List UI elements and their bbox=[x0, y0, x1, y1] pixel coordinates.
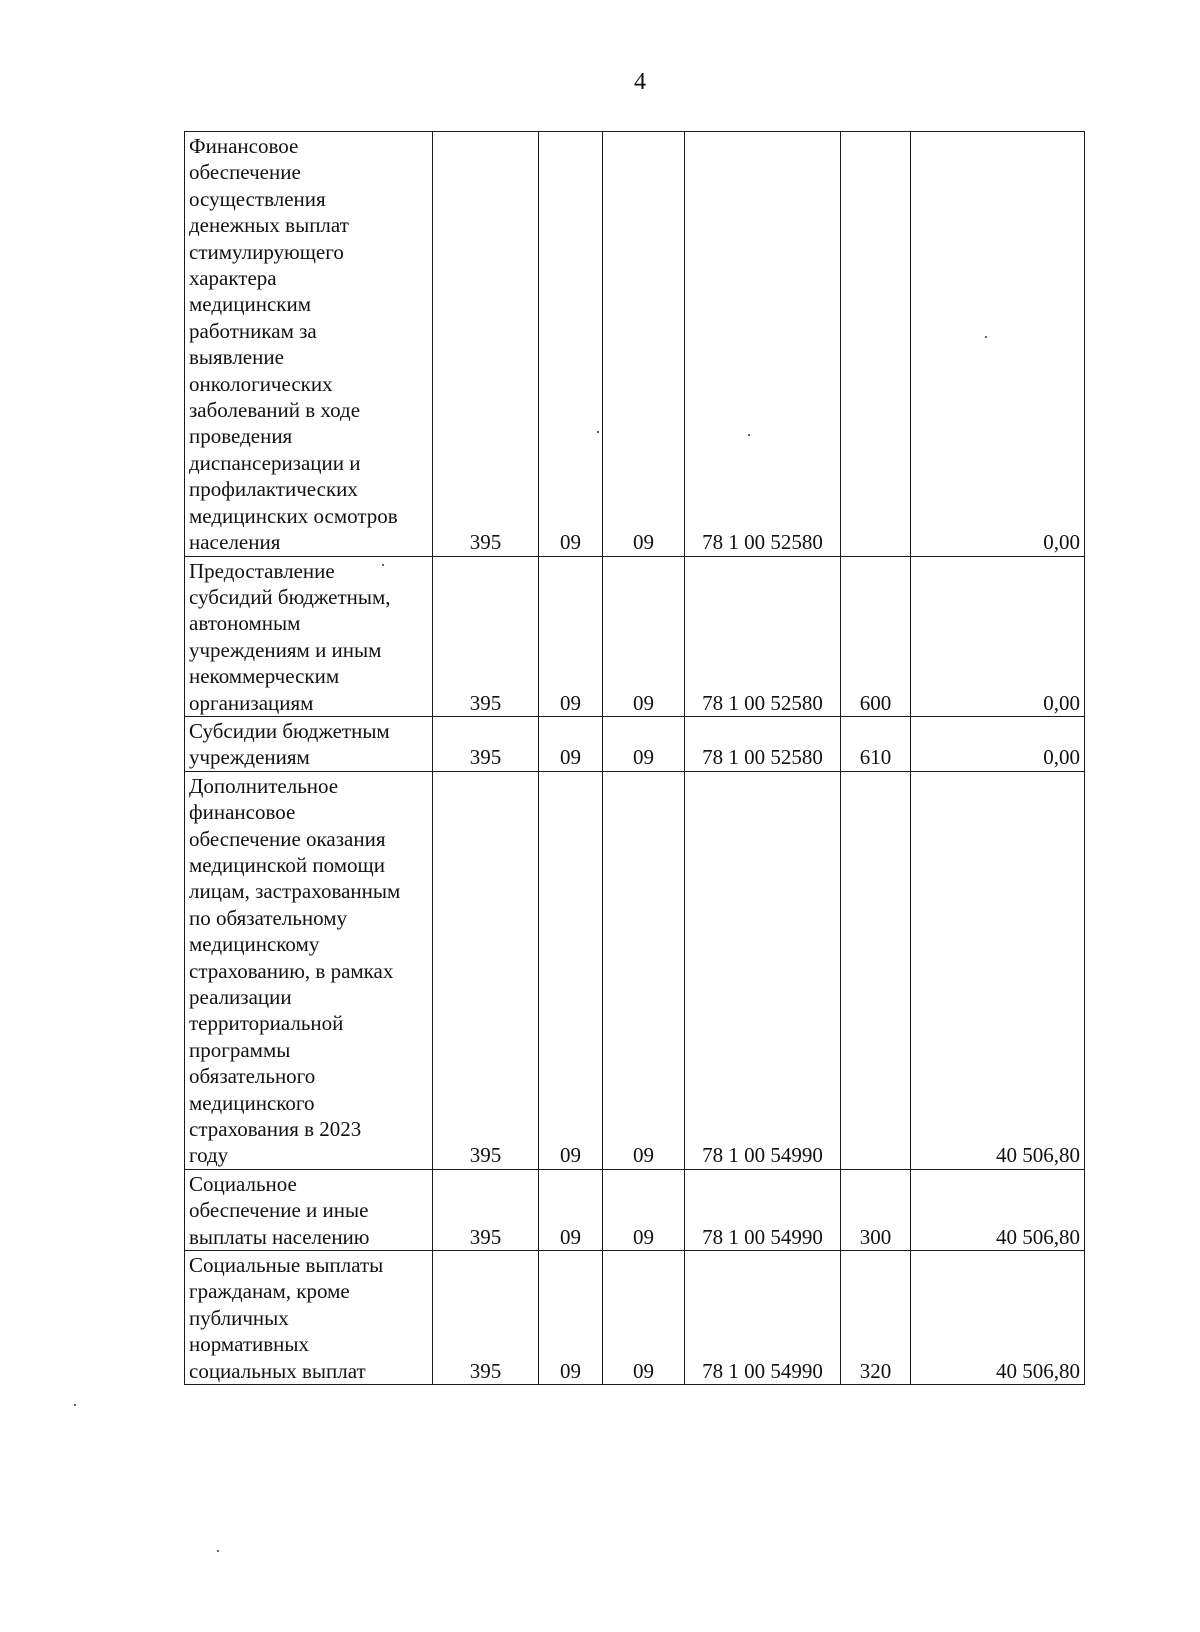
section-code: 09 bbox=[539, 556, 603, 716]
table-row bbox=[185, 716, 1085, 771]
budget-table bbox=[184, 131, 1085, 1385]
ministry-code: 395 bbox=[433, 1251, 539, 1385]
scan-speck bbox=[748, 434, 750, 436]
amount: 0,00 bbox=[911, 716, 1085, 771]
subsection-code: 09 bbox=[603, 771, 685, 1169]
table-row bbox=[185, 1169, 1085, 1250]
target-article-code: 78 1 00 54990 bbox=[685, 1169, 841, 1250]
section-code: 09 bbox=[539, 1169, 603, 1250]
amount: 0,00 bbox=[911, 556, 1085, 716]
section-code: 09 bbox=[539, 1251, 603, 1385]
scan-speck bbox=[74, 1404, 76, 1406]
row-name-cell bbox=[185, 771, 433, 1169]
table-row bbox=[185, 132, 1085, 557]
subsection-code: 09 bbox=[603, 1251, 685, 1385]
expense-type-code: 300 bbox=[841, 1169, 911, 1250]
row-name-cell bbox=[185, 132, 433, 557]
expense-type-code bbox=[841, 132, 911, 557]
ministry-code: 395 bbox=[433, 716, 539, 771]
scan-speck bbox=[382, 564, 384, 566]
ministry-code: 395 bbox=[433, 1169, 539, 1250]
target-article-code: 78 1 00 52580 bbox=[685, 132, 841, 557]
expense-type-code: 610 bbox=[841, 716, 911, 771]
amount: 40 506,80 bbox=[911, 771, 1085, 1169]
row-name: Предоставление субсидий бюджетным, автономным учреждениям и иным некоммерческим организациям bbox=[189, 558, 391, 715]
target-article-code: 78 1 00 54990 bbox=[685, 771, 841, 1169]
expense-type-code: 320 bbox=[841, 1251, 911, 1385]
target-article-code: 78 1 00 52580 bbox=[685, 716, 841, 771]
ministry-code: 395 bbox=[433, 132, 539, 557]
scan-speck bbox=[985, 336, 987, 338]
section-code: 09 bbox=[539, 771, 603, 1169]
target-article-code: 78 1 00 54990 bbox=[685, 1251, 841, 1385]
subsection-code: 09 bbox=[603, 1169, 685, 1250]
table-row bbox=[185, 556, 1085, 716]
table-row bbox=[185, 1251, 1085, 1385]
ministry-code: 395 bbox=[433, 771, 539, 1169]
expense-type-code bbox=[841, 771, 911, 1169]
section-code: 09 bbox=[539, 132, 603, 557]
row-name: Социальное обеспечение и иные выплаты населению bbox=[189, 1171, 370, 1249]
amount: 40 506,80 bbox=[911, 1251, 1085, 1385]
amount: 0,00 bbox=[911, 132, 1085, 557]
row-name: Дополнительное финансовое обеспечение оказания медицинской помощи лицам, застрахованным по обязательному медицинскому страхованию, в рамках реализации территориальной программы обязательного медицинского страхования в 2023 году bbox=[189, 773, 401, 1168]
table-row bbox=[185, 771, 1085, 1169]
row-name-cell bbox=[185, 556, 433, 716]
row-name: Финансовое обеспечение осуществления денежных выплат стимулирующего характера медицинским работникам за выявление онкологических заболеваний в ходе проведения диспансеризации и профилактических медицинских осмотров населения bbox=[189, 134, 398, 555]
subsection-code: 09 bbox=[603, 132, 685, 557]
scan-speck bbox=[597, 431, 599, 433]
expense-type-code: 600 bbox=[841, 556, 911, 716]
subsection-code: 09 bbox=[603, 716, 685, 771]
subsection-code: 09 bbox=[603, 556, 685, 716]
ministry-code: 395 bbox=[433, 556, 539, 716]
section-code: 09 bbox=[539, 716, 603, 771]
scan-speck bbox=[217, 1550, 219, 1552]
row-name-cell bbox=[185, 1251, 433, 1385]
row-name: Субсидии бюджетным учреждениям bbox=[189, 718, 390, 770]
page-number: 4 bbox=[634, 69, 646, 95]
amount: 40 506,80 bbox=[911, 1169, 1085, 1250]
row-name-cell bbox=[185, 1169, 433, 1250]
row-name: Социальные выплаты гражданам, кроме публичных нормативных социальных выплат bbox=[189, 1253, 384, 1383]
row-name-cell bbox=[185, 716, 433, 771]
target-article-code: 78 1 00 52580 bbox=[685, 556, 841, 716]
